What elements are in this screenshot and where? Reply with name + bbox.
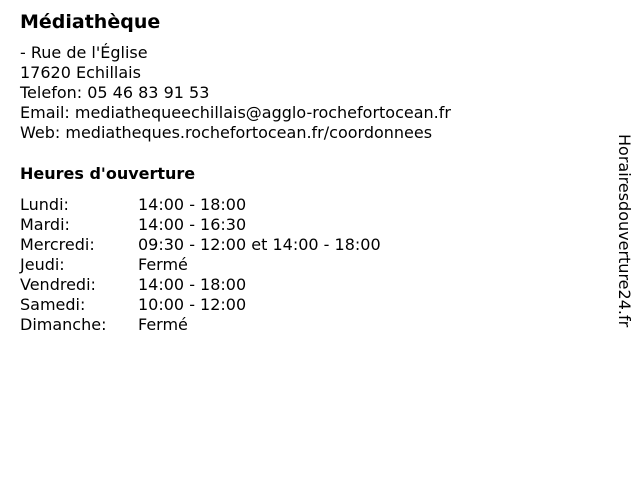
hours-day-label: Dimanche: [20,315,107,334]
hours-row-friday [20,275,381,295]
hours-row-sunday [20,315,381,335]
phone-number: Telefon: 05 46 83 91 53 [20,83,210,102]
opening-hours-heading: Heures d'ouverture [20,164,196,183]
hours-day-label: Vendredi: [20,275,96,294]
hours-row-saturday [20,295,381,315]
hours-day-label: Mardi: [20,215,70,234]
hours-time-value: 09:30 - 12:00 et 14:00 - 18:00 [138,235,381,254]
hours-time-value: Fermé [138,255,188,274]
opening-hours-table [20,195,381,335]
hours-day-label: Jeudi: [20,255,65,274]
hours-day-label: Samedi: [20,295,86,314]
hours-row-wednesday [20,235,381,255]
brand-watermark: Horairesdouverture24.fr [615,134,634,328]
hours-time-value: 14:00 - 16:30 [138,215,247,234]
street-address: - Rue de l'Église [20,43,148,62]
page-title: Médiathèque [20,11,161,33]
email-address: Email: mediathequeechillais@agglo-rochefortocean.fr [20,103,451,122]
hours-row-thursday [20,255,381,275]
hours-time-value: 14:00 - 18:00 [138,195,247,214]
address-block [20,43,451,143]
hours-day-label: Lundi: [20,195,69,214]
hours-row-monday [20,195,381,215]
hours-time-value: 10:00 - 12:00 [138,295,247,314]
hours-time-value: Fermé [138,315,188,334]
website-address: Web: mediatheques.rochefortocean.fr/coordonnees [20,123,433,142]
hours-day-label: Mercredi: [20,235,95,254]
hours-time-value: 14:00 - 18:00 [138,275,247,294]
hours-row-tuesday [20,215,381,235]
city-address: 17620 Echillais [20,63,141,82]
